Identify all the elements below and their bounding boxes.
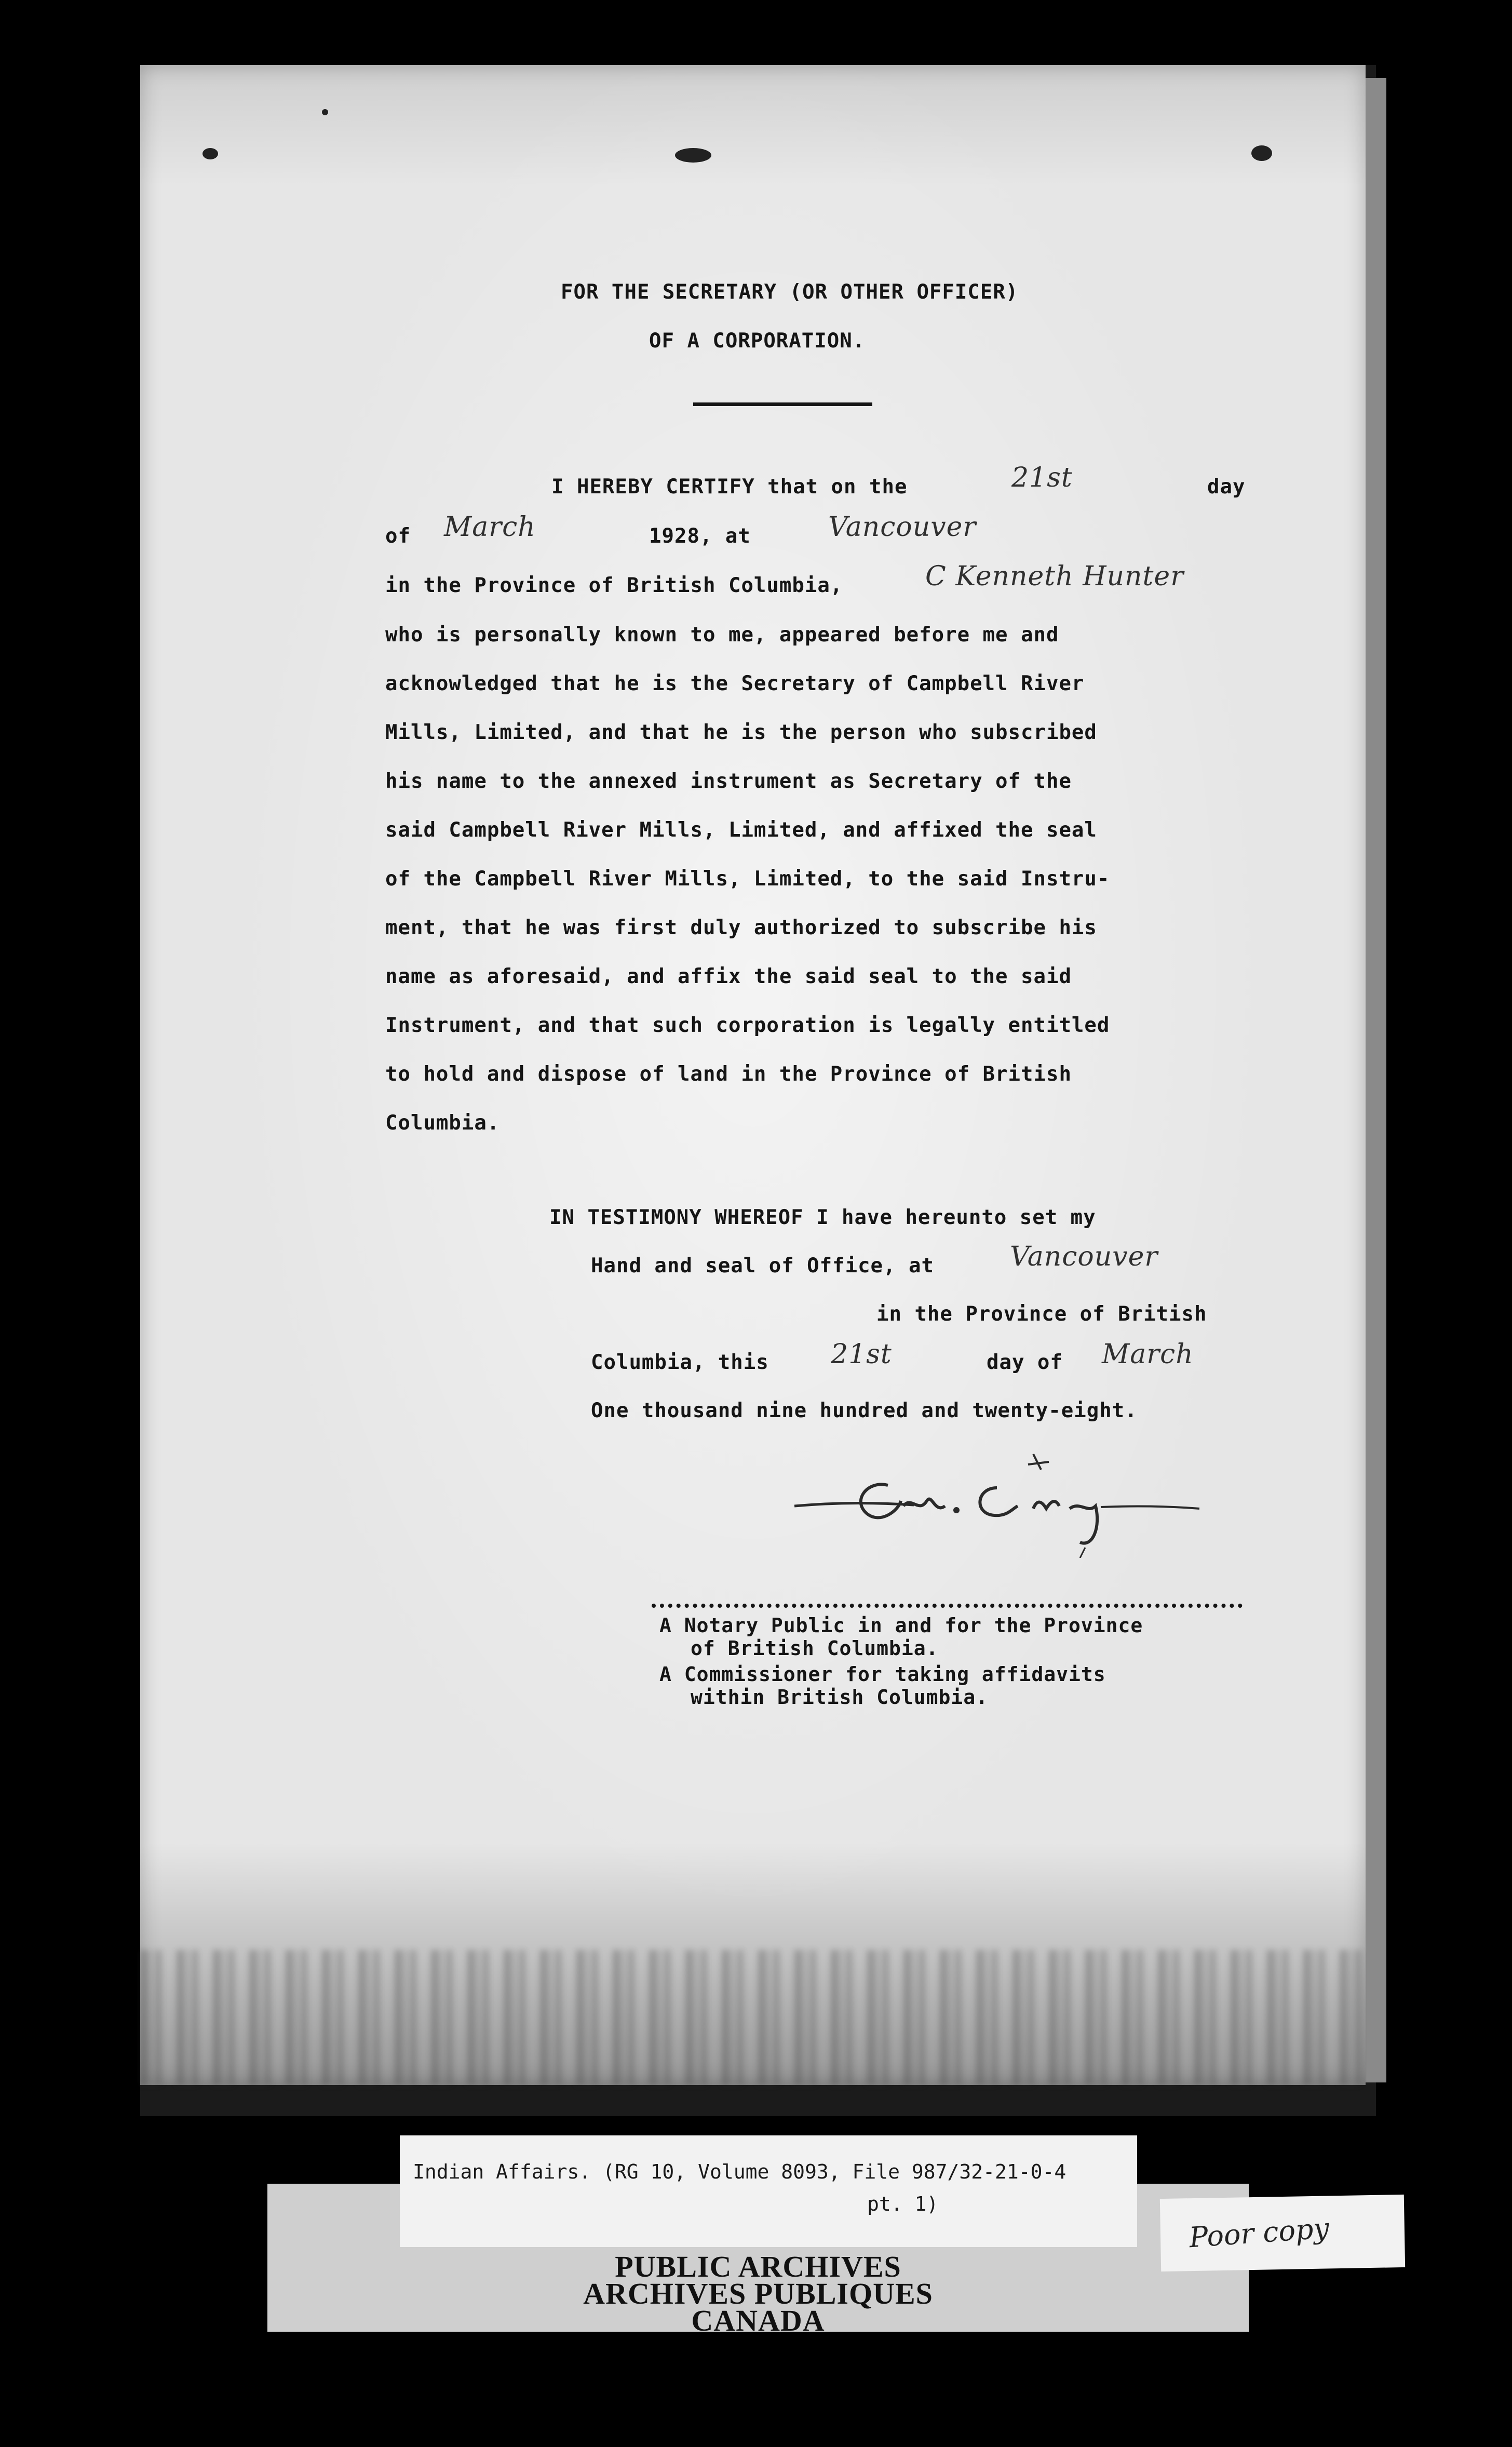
ink-speck (675, 148, 711, 163)
certify-text: of the Campbell River Mills, Limited, to the said Instru- (385, 867, 1110, 891)
ink-speck (203, 148, 218, 159)
handwritten-month: March (1102, 1339, 1194, 1370)
testimony-text: Hand and seal of Office, at (591, 1254, 934, 1278)
document-heading-line2: OF A CORPORATION. (649, 329, 866, 353)
certify-text: 1928, at (649, 525, 751, 548)
document-heading-line1: FOR THE SECRETARY (OR OTHER OFFICER) (561, 280, 1019, 304)
heading-rule (693, 402, 872, 406)
certify-text: Instrument, and that such corporation is legally entitled (385, 1014, 1110, 1037)
handwritten-month: March (444, 512, 536, 543)
certify-text: name as aforesaid, and affix the said seal to the said (385, 965, 1072, 988)
handwritten-day: 21st (831, 1339, 892, 1370)
officer-title-line: A Notary Public in and for the Province (659, 1614, 1143, 1637)
archives-stamp-line2: ARCHIVES PUBLIQUES (583, 2277, 933, 2310)
certify-text: said Campbell River Mills, Limited, and affixed the seal (385, 818, 1097, 842)
certify-text: of (385, 525, 411, 548)
certify-text: ment, that he was first duly authorized to subscribe his (385, 916, 1097, 939)
ink-speck (322, 109, 328, 115)
handwritten-note: Poor copy (1188, 2211, 1330, 2254)
reference-slip (400, 2135, 1137, 2247)
officer-title-line: within British Columbia. (691, 1686, 989, 1709)
archives-stamp-line1: PUBLIC ARCHIVES (615, 2250, 901, 2283)
certify-text: who is personally known to me, appeared before me and (385, 623, 1059, 647)
certify-text: to hold and dispose of land in the Province of British (385, 1063, 1072, 1086)
signature-dotted-line (652, 1604, 1243, 1608)
certify-text: acknowledged that he is the Secretary of Campbell River (385, 672, 1085, 695)
testimony-text: in the Province of British (876, 1302, 1207, 1326)
certify-text: his name to the annexed instrument as Secretary of the (385, 770, 1072, 793)
certify-text: day (1207, 475, 1246, 499)
testimony-text: day of (987, 1351, 1063, 1374)
handwritten-day: 21st (1011, 462, 1073, 493)
handwritten-name: C Kenneth Hunter (925, 561, 1184, 592)
archives-stamp-line3: CANADA (691, 2304, 825, 2337)
ink-speck (1251, 145, 1272, 161)
officer-signature (789, 1423, 1215, 1558)
certify-text: Mills, Limited, and that he is the person who subscribed (385, 721, 1097, 744)
testimony-text: Columbia, this (591, 1351, 769, 1374)
certify-text: I HEREBY CERTIFY that on the (551, 475, 908, 499)
officer-title-line: of British Columbia. (691, 1637, 939, 1660)
testimony-text: One thousand nine hundred and twenty-eight. (591, 1399, 1138, 1422)
handwritten-place: Vancouver (828, 512, 977, 543)
officer-title-line: A Commissioner for taking affidavits (659, 1663, 1106, 1686)
handwritten-place: Vancouver (1010, 1241, 1158, 1272)
testimony-text: IN TESTIMONY WHEREOF I have hereunto set my (549, 1206, 1096, 1229)
certify-text: Columbia. (385, 1111, 500, 1135)
page-wear (140, 1950, 1366, 2085)
certify-text: in the Province of British Columbia, (385, 574, 843, 597)
archive-reference-part: pt. 1) (867, 2193, 939, 2215)
archive-reference: Indian Affairs. (RG 10, Volume 8093, File 987/32-21-0-4 (413, 2160, 1066, 2183)
